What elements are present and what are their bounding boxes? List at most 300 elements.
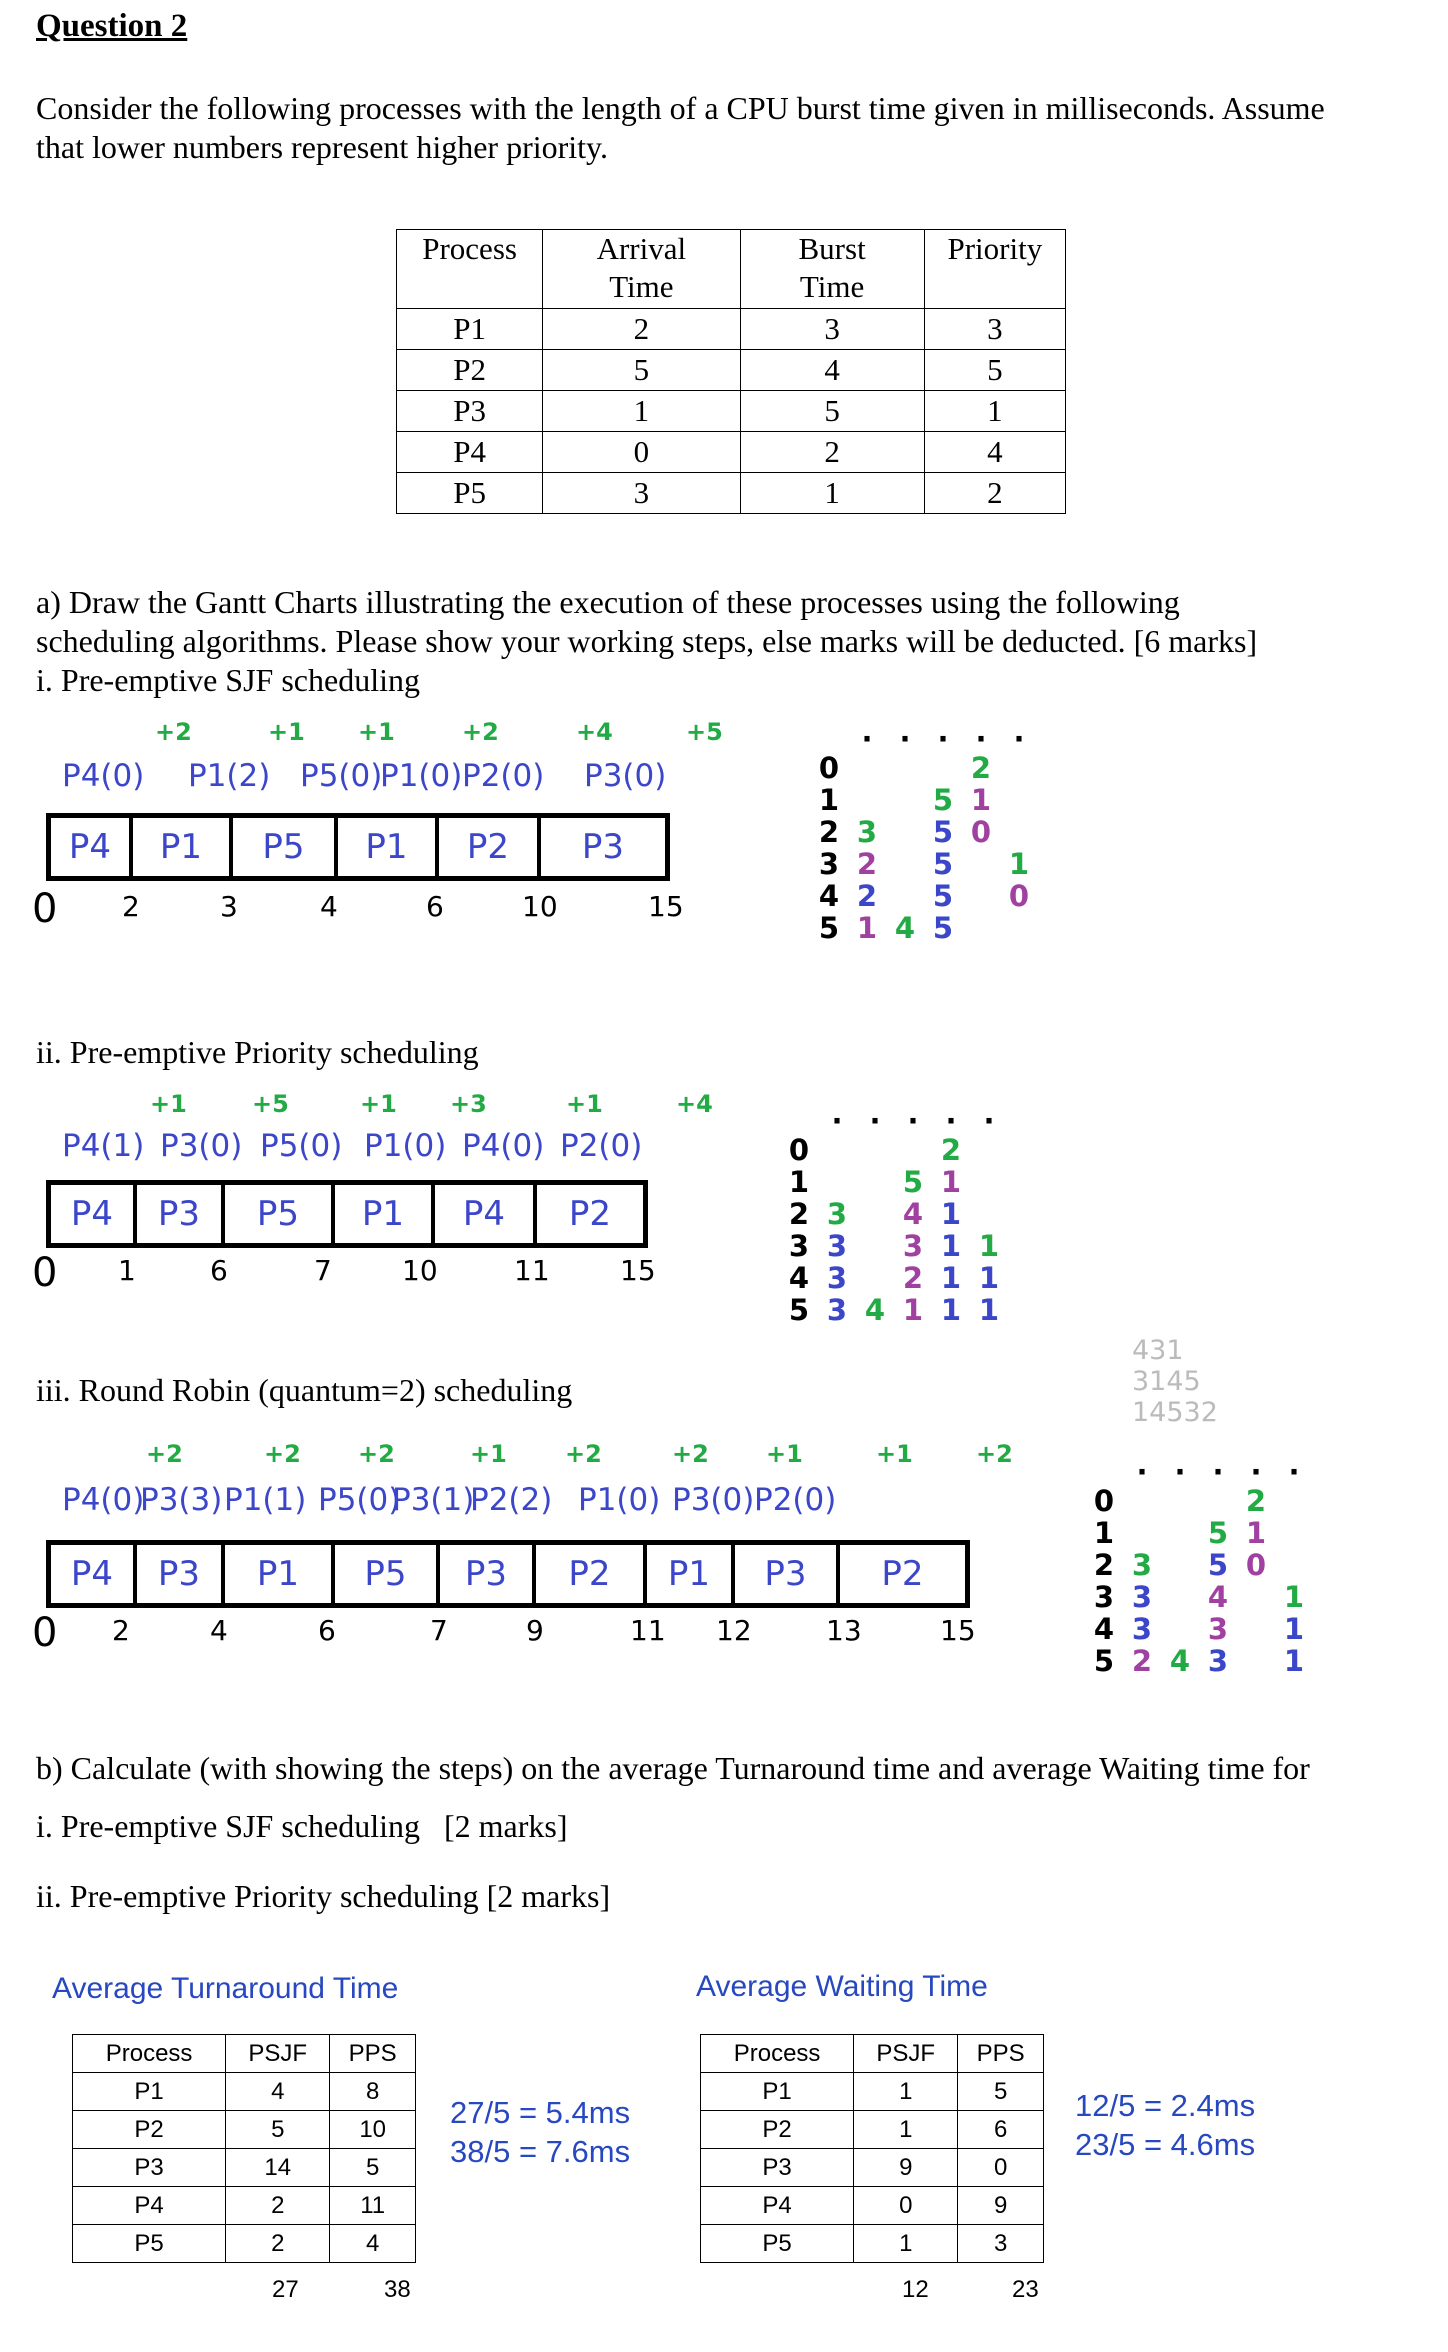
grid-cell: 5 (932, 815, 954, 849)
table-cell: 1 (854, 2225, 958, 2263)
turnaround-table (72, 2034, 416, 2263)
time-tick: 6 (426, 890, 444, 923)
table-cell: 4 (226, 2073, 330, 2111)
grid-cell: 5 (932, 847, 954, 881)
time-tick: 12 (716, 1614, 752, 1647)
grid-cell: 4 (1207, 1580, 1229, 1614)
gantt-cell: P2 (439, 818, 541, 876)
dot: · (1288, 1455, 1300, 1489)
increment-label: +1 (150, 1090, 187, 1118)
gantt-cell: P4 (435, 1185, 537, 1243)
grid-row (1085, 1517, 1313, 1549)
section-3-heading: iii. Round Robin (quantum=2) scheduling (36, 1372, 573, 1408)
dots-row (780, 1104, 1008, 1138)
gantt-cell: P1 (338, 818, 439, 876)
gantt-cell: P2 (568, 1194, 612, 1234)
sequence-label: P5(0) (318, 1482, 401, 1518)
table-header-cell (397, 230, 543, 309)
waiting-title: Average Waiting Time (696, 1970, 988, 2003)
dot: · (1174, 1455, 1186, 1489)
grid-row (810, 880, 1038, 912)
section-1-heading: i. Pre-emptive SJF scheduling (36, 662, 420, 698)
increment-label: +2 (672, 1440, 709, 1468)
grid-row (810, 912, 1038, 944)
table-cell: 4 (740, 350, 924, 391)
grid-row (780, 1230, 1008, 1262)
gantt-chart-2 (46, 1180, 648, 1248)
increment-label: +1 (360, 1090, 397, 1118)
grid-row (780, 1134, 1008, 1166)
increment-label: +1 (566, 1090, 603, 1118)
table-cell: P4 (73, 2187, 226, 2225)
dot: · (831, 1104, 843, 1138)
header-text: Priority (947, 231, 1043, 266)
table-cell: P5 (397, 473, 543, 514)
table-row (701, 2111, 1044, 2149)
table-cell: P5 (73, 2225, 226, 2263)
grid-cell: 4 (902, 1197, 924, 1231)
ready-queue-grid (780, 1104, 1008, 1326)
gantt-cell: P5 (233, 818, 338, 876)
grid-row (1085, 1581, 1313, 1613)
increment-label: +1 (358, 718, 395, 746)
sequence-label: P5(0) (260, 1128, 343, 1164)
grid-cell: 2 (940, 1133, 962, 1167)
time-tick: 6 (210, 1254, 228, 1287)
sequence-label: P4(0) (62, 1482, 145, 1518)
grid-row (780, 1198, 1008, 1230)
increment-label: +1 (876, 1440, 913, 1468)
table-cell: P5 (701, 2225, 854, 2263)
gantt-cell: P3 (735, 1545, 840, 1603)
scratch-note-line: 3145 (1132, 1366, 1201, 1397)
table-cell: P2 (73, 2111, 226, 2149)
table-cell: 1 (543, 391, 740, 432)
table-header-cell: PSJF (854, 2035, 958, 2073)
grid-cell: 5 (1207, 1548, 1229, 1582)
waiting-total-pps: 23 (1012, 2276, 1039, 2303)
grid-cell: 2 (1245, 1484, 1267, 1518)
grid-row (810, 784, 1038, 816)
sequence-label: P1(0) (578, 1482, 661, 1518)
sequence-label: P2(0) (560, 1128, 643, 1164)
increment-label: +5 (252, 1090, 289, 1118)
table-cell: 5 (226, 2111, 330, 2149)
header-text: Time (609, 269, 674, 304)
grid-cell: 2 (1131, 1644, 1153, 1678)
dot: · (1013, 722, 1025, 756)
table-cell: P3 (73, 2149, 226, 2187)
grid-cell: 1 (940, 1261, 962, 1295)
time-tick: 11 (514, 1254, 550, 1287)
grid-cell: 1 (970, 783, 992, 817)
intro-line-2: that lower numbers represent higher priority. (36, 129, 608, 165)
table-cell: 5 (740, 391, 924, 432)
time-tick: 0 (32, 1250, 58, 1296)
increment-label: +3 (450, 1090, 487, 1118)
grid-cell: 4 (864, 1293, 886, 1327)
grid-cell: 1 (940, 1229, 962, 1263)
turnaround-result-pps: 38/5 = 7.6ms (450, 2134, 631, 2169)
increment-label: +1 (470, 1440, 507, 1468)
table-row (397, 309, 1066, 350)
grid-cell: 0 (818, 751, 840, 785)
table-header-row (73, 2035, 416, 2073)
ready-queue-grid (1085, 1455, 1313, 1677)
gantt-cell: P2 (881, 1554, 924, 1594)
grid-cell: 5 (1207, 1516, 1229, 1550)
table-cell: P3 (397, 391, 543, 432)
gantt-cell: P5 (225, 1185, 335, 1243)
table-row (73, 2073, 416, 2111)
gantt-cell: P3 (137, 1185, 225, 1243)
table-cell: 2 (924, 473, 1065, 514)
table-cell: 2 (740, 432, 924, 473)
table-header-cell: Process (701, 2035, 854, 2073)
grid-cell: 3 (856, 815, 878, 849)
time-tick: 2 (122, 890, 140, 923)
section-2-heading: ii. Pre-emptive Priority scheduling (36, 1034, 479, 1070)
waiting-result-psjf: 12/5 = 2.4ms (1075, 2088, 1256, 2123)
dot: · (945, 1104, 957, 1138)
sequence-label: P4(0) (62, 758, 145, 794)
table-cell: 3 (958, 2225, 1044, 2263)
sequence-label: P1(0) (380, 758, 463, 794)
grid-cell: 0 (1093, 1484, 1115, 1518)
table-cell: P4 (701, 2187, 854, 2225)
table-cell: 9 (854, 2149, 958, 2187)
increment-label: +2 (976, 1440, 1013, 1468)
grid-cell: 1 (1093, 1516, 1115, 1550)
table-header-row (701, 2035, 1044, 2073)
grid-cell: 4 (1093, 1612, 1115, 1646)
sequence-label: P3(0) (672, 1482, 755, 1518)
table-header-cell: PPS (958, 2035, 1044, 2073)
table-row (701, 2187, 1044, 2225)
grid-cell: 5 (932, 911, 954, 945)
time-tick: 4 (320, 890, 338, 923)
table-cell: 11 (330, 2187, 416, 2225)
table-row (397, 432, 1066, 473)
grid-cell: 1 (902, 1293, 924, 1327)
grid-cell: 5 (902, 1165, 924, 1199)
increment-label: +5 (686, 718, 723, 746)
grid-cell: 3 (1131, 1548, 1153, 1582)
table-row (397, 473, 1066, 514)
grid-cell: 3 (826, 1293, 848, 1327)
table-cell: 3 (543, 473, 740, 514)
waiting-table (700, 2034, 1044, 2263)
increment-label: +2 (146, 1440, 183, 1468)
grid-cell: 3 (902, 1229, 924, 1263)
grid-cell: 1 (818, 783, 840, 817)
table-cell: 8 (330, 2073, 416, 2111)
turnaround-title: Average Turnaround Time (52, 1972, 399, 2005)
grid-cell: 2 (970, 751, 992, 785)
sequence-label: P1(0) (364, 1128, 447, 1164)
table-row (397, 350, 1066, 391)
table-cell: 3 (924, 309, 1065, 350)
grid-cell: 1 (1008, 847, 1030, 881)
dot (810, 722, 848, 752)
table-cell: 5 (543, 350, 740, 391)
grid-cell: 2 (856, 847, 878, 881)
waiting-result-pps: 23/5 = 4.6ms (1075, 2127, 1256, 2162)
table-cell: 10 (330, 2111, 416, 2149)
sequence-label: P4(1) (62, 1128, 145, 1164)
grid-cell: 1 (940, 1293, 962, 1327)
header-text: Burst (798, 231, 866, 266)
grid-cell: 0 (970, 815, 992, 849)
table-cell: 1 (924, 391, 1065, 432)
time-tick: 1 (118, 1254, 136, 1287)
table-cell: 9 (958, 2187, 1044, 2225)
table-cell: P2 (701, 2111, 854, 2149)
part-b-line-3: ii. Pre-emptive Priority scheduling [2 marks] (36, 1878, 611, 1914)
table-row (73, 2187, 416, 2225)
grid-row (1085, 1549, 1313, 1581)
dot: · (1212, 1455, 1224, 1489)
sequence-label: P2(0) (754, 1482, 837, 1518)
sequence-label: P2(2) (470, 1482, 553, 1518)
grid-cell: 4 (818, 879, 840, 913)
gantt-cell: P1 (133, 818, 233, 876)
table-cell: P2 (397, 350, 543, 391)
table-row (701, 2073, 1044, 2111)
table-row (701, 2149, 1044, 2187)
increment-label: +2 (358, 1440, 395, 1468)
grid-row (780, 1294, 1008, 1326)
table-header-cell: PSJF (226, 2035, 330, 2073)
dot (1085, 1455, 1123, 1485)
grid-cell: 4 (1169, 1644, 1191, 1678)
time-tick: 15 (940, 1614, 976, 1647)
dot: · (907, 1104, 919, 1138)
table-row (701, 2225, 1044, 2263)
grid-cell: 4 (894, 911, 916, 945)
table-cell: 5 (924, 350, 1065, 391)
grid-row (810, 816, 1038, 848)
grid-cell: 3 (1131, 1580, 1153, 1614)
time-tick: 11 (630, 1614, 666, 1647)
gantt-cell: P3 (440, 1545, 536, 1603)
grid-cell: 3 (1207, 1644, 1229, 1678)
grid-row (810, 752, 1038, 784)
table-cell: 0 (958, 2149, 1044, 2187)
sequence-label: P1(2) (188, 758, 271, 794)
time-tick: 3 (220, 890, 238, 923)
table-cell: 3 (740, 309, 924, 350)
table-cell: 1 (740, 473, 924, 514)
table-cell: 14 (226, 2149, 330, 2187)
table-cell: 5 (958, 2073, 1044, 2111)
grid-cell: 1 (940, 1165, 962, 1199)
table-cell: 1 (854, 2073, 958, 2111)
table-cell: 4 (330, 2225, 416, 2263)
grid-cell: 5 (818, 911, 840, 945)
grid-cell: 1 (978, 1261, 1000, 1295)
part-b-line-1: b) Calculate (with showing the steps) on the average Turnaround time and average Waiting time for (36, 1750, 1310, 1786)
turnaround-total-pps: 38 (384, 2276, 411, 2303)
grid-cell: 4 (788, 1261, 810, 1295)
grid-row (1085, 1645, 1313, 1677)
time-tick: 15 (648, 890, 684, 923)
grid-cell: 0 (1245, 1548, 1267, 1582)
grid-cell: 0 (788, 1133, 810, 1167)
table-row (397, 391, 1066, 432)
grid-cell: 0 (1008, 879, 1030, 913)
grid-cell: 1 (1283, 1644, 1305, 1678)
sequence-label: P1(1) (224, 1482, 307, 1518)
part-a-line-2: scheduling algorithms. Please show your working steps, else marks will be deducted. [6 marks] (36, 623, 1258, 659)
grid-cell: 5 (1093, 1644, 1115, 1678)
time-tick: 10 (522, 890, 558, 923)
scratch-note (1132, 1335, 1218, 1428)
grid-cell: 3 (826, 1229, 848, 1263)
sequence-label: P3(3) (140, 1482, 223, 1518)
grid-cell: 2 (1093, 1548, 1115, 1582)
time-tick: 10 (402, 1254, 438, 1287)
table-header-cell: Process (73, 2035, 226, 2073)
gantt-cell: P1 (225, 1545, 335, 1603)
sequence-label: P5(0) (300, 758, 383, 794)
grid-cell: 3 (818, 847, 840, 881)
grid-cell: 3 (826, 1197, 848, 1231)
time-tick: 9 (526, 1614, 544, 1647)
dots-row (810, 722, 1038, 756)
table-cell: 6 (958, 2111, 1044, 2149)
dot: · (1136, 1455, 1148, 1489)
scratch-note-line: 14532 (1132, 1397, 1218, 1428)
table-header-cell: PPS (330, 2035, 416, 2073)
gantt-cell: P4 (51, 818, 133, 876)
grid-row (780, 1166, 1008, 1198)
dot: · (975, 722, 987, 756)
time-tick: 4 (210, 1614, 228, 1647)
header-text: Process (422, 231, 517, 266)
grid-cell: 1 (978, 1293, 1000, 1327)
table-row (73, 2225, 416, 2263)
table-header-cell (543, 230, 740, 309)
grid-cell: 3 (826, 1261, 848, 1295)
dot: · (869, 1104, 881, 1138)
waiting-total-psjf: 12 (902, 2276, 929, 2303)
dot: · (899, 722, 911, 756)
dot: · (937, 722, 949, 756)
grid-cell: 3 (1131, 1612, 1153, 1646)
part-b-line-2: i. Pre-emptive SJF scheduling [2 marks] (36, 1808, 568, 1844)
increment-label: +1 (766, 1440, 803, 1468)
grid-cell: 5 (788, 1293, 810, 1327)
sequence-label: P3(1) (392, 1482, 475, 1518)
gantt-cell: P4 (51, 1545, 137, 1603)
table-cell: 4 (924, 432, 1065, 473)
grid-cell: 1 (788, 1165, 810, 1199)
header-text: Time (799, 269, 865, 304)
ready-queue-grid (810, 722, 1038, 944)
grid-cell: 3 (1093, 1580, 1115, 1614)
table-row (73, 2149, 416, 2187)
grid-cell: 2 (856, 879, 878, 913)
grid-cell: 1 (1283, 1612, 1305, 1646)
sequence-label: P3(0) (584, 758, 667, 794)
grid-cell: 1 (940, 1197, 962, 1231)
gantt-cell: P5 (335, 1545, 440, 1603)
increment-label: +4 (676, 1090, 713, 1118)
grid-cell: 5 (932, 879, 954, 913)
part-a-line-1: a) Draw the Gantt Charts illustrating the execution of these processes using the following (36, 584, 1180, 620)
dot: · (983, 1104, 995, 1138)
increment-label: +4 (576, 718, 613, 746)
grid-row (780, 1262, 1008, 1294)
dot: · (1250, 1455, 1262, 1489)
table-cell: 1 (854, 2111, 958, 2149)
dot: · (861, 722, 873, 756)
grid-cell: 1 (856, 911, 878, 945)
gantt-cell: P2 (536, 1545, 647, 1603)
time-tick: 6 (318, 1614, 336, 1647)
table-cell: 5 (330, 2149, 416, 2187)
table-cell: 2 (226, 2225, 330, 2263)
grid-row (810, 848, 1038, 880)
table-cell: 2 (543, 309, 740, 350)
table-row (73, 2111, 416, 2149)
grid-row (1085, 1485, 1313, 1517)
table-header-cell (924, 230, 1065, 309)
intro-line-1: Consider the following processes with the length of a CPU burst time given in milliseconds. Assume (36, 90, 1325, 126)
grid-cell: 3 (788, 1229, 810, 1263)
turnaround-result-psjf: 27/5 = 5.4ms (450, 2095, 631, 2130)
turnaround-total-psjf: 27 (272, 2276, 299, 2303)
gantt-cell: P1 (647, 1545, 735, 1603)
grid-cell: 1 (1245, 1516, 1267, 1550)
gantt-cell: P3 (581, 827, 625, 867)
sequence-label: P4(0) (462, 1128, 545, 1164)
increment-label: +1 (268, 718, 305, 746)
table-cell: P1 (73, 2073, 226, 2111)
header-text: Arrival (596, 231, 687, 266)
time-tick: 0 (32, 1610, 58, 1656)
table-header-cell (740, 230, 924, 309)
table-cell: P1 (701, 2073, 854, 2111)
time-tick: 13 (826, 1614, 862, 1647)
grid-cell: 1 (1283, 1580, 1305, 1614)
grid-cell: 2 (902, 1261, 924, 1295)
increment-label: +2 (155, 718, 192, 746)
time-tick: 7 (430, 1614, 448, 1647)
time-tick: 0 (32, 886, 58, 932)
time-tick: 15 (620, 1254, 656, 1287)
increment-label: +2 (264, 1440, 301, 1468)
increment-label: +2 (565, 1440, 602, 1468)
grid-cell: 2 (818, 815, 840, 849)
gantt-chart-3 (46, 1540, 970, 1608)
table-cell: 0 (854, 2187, 958, 2225)
grid-cell: 2 (788, 1197, 810, 1231)
sequence-label: P3(0) (160, 1128, 243, 1164)
table-cell: P4 (397, 432, 543, 473)
time-tick: 7 (314, 1254, 332, 1287)
table-header-row (397, 230, 1066, 309)
increment-label: +2 (462, 718, 499, 746)
sequence-label: P2(0) (462, 758, 545, 794)
grid-cell: 5 (932, 783, 954, 817)
table-cell: P3 (701, 2149, 854, 2187)
process-table (396, 229, 1066, 514)
table-cell: 2 (226, 2187, 330, 2225)
scratch-note-line: 431 (1132, 1335, 1184, 1366)
table-cell: P1 (397, 309, 543, 350)
